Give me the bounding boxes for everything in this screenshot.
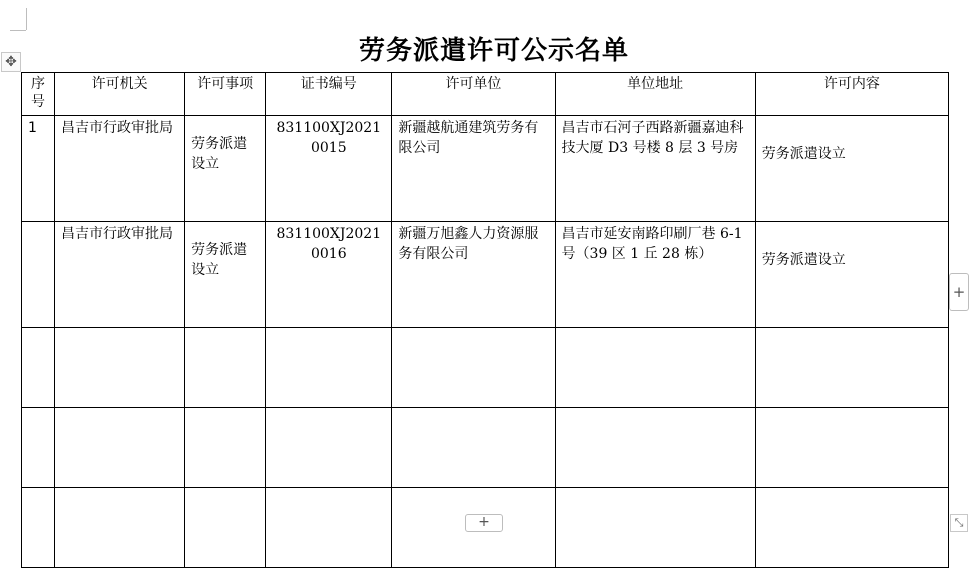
header-cert: 证书编号 [266, 73, 392, 116]
cell-item[interactable]: 劳务派遣设立 [185, 116, 266, 222]
cell-content[interactable]: 劳务派遣设立 [755, 116, 948, 222]
table-row [22, 408, 949, 488]
cell-unit[interactable]: 新疆越航通建筑劳务有限公司 [392, 116, 555, 222]
cell-authority[interactable] [55, 408, 185, 488]
header-content: 许可内容 [755, 73, 948, 116]
document-title: 劳务派遣许可公示名单 [358, 36, 629, 66]
cell-content[interactable] [755, 408, 948, 488]
cell-address[interactable] [555, 488, 755, 568]
cell-unit[interactable] [392, 408, 555, 488]
cell-address[interactable] [555, 328, 755, 408]
page-corner-mark [26, 8, 27, 30]
add-row-plus-icon[interactable]: + [949, 273, 969, 311]
cell-item[interactable] [185, 488, 266, 568]
cell-item[interactable] [185, 328, 266, 408]
cell-content[interactable] [755, 328, 948, 408]
cell-seq[interactable] [22, 328, 55, 408]
table-header-row [22, 73, 949, 116]
header-seq: 序号 [22, 73, 55, 116]
header-address: 单位地址 [555, 73, 755, 116]
add-column-plus-icon[interactable]: + [465, 514, 503, 532]
table-row [22, 116, 949, 222]
cell-seq[interactable]: 1 [22, 116, 55, 222]
cell-seq[interactable] [22, 222, 55, 328]
cell-unit[interactable] [392, 328, 555, 408]
cell-cert[interactable]: 831100XJ20210016 [266, 222, 392, 328]
cell-address[interactable]: 昌吉市石河子西路新疆嘉迪科技大厦 D3 号楼 8 层 3 号房 [555, 116, 755, 222]
table-row [22, 222, 949, 328]
table-resize-icon[interactable]: ⤡ [950, 514, 968, 532]
header-unit: 许可单位 [392, 73, 555, 116]
cell-cert[interactable] [266, 328, 392, 408]
cell-authority[interactable] [55, 488, 185, 568]
cell-cert[interactable] [266, 488, 392, 568]
cell-seq[interactable] [22, 408, 55, 488]
header-item: 许可事项 [185, 73, 266, 116]
permit-table [21, 72, 949, 568]
cell-cert[interactable] [266, 408, 392, 488]
table-row [22, 328, 949, 408]
cell-authority[interactable] [55, 328, 185, 408]
table-move-handle-icon[interactable]: ✥ [1, 52, 21, 72]
cell-authority[interactable]: 昌吉市行政审批局 [55, 222, 185, 328]
cell-content[interactable] [755, 488, 948, 568]
cell-address[interactable] [555, 408, 755, 488]
cell-cert[interactable]: 831100XJ20210015 [266, 116, 392, 222]
header-authority: 许可机关 [55, 73, 185, 116]
cell-unit[interactable]: 新疆万旭鑫人力资源服务有限公司 [392, 222, 555, 328]
cell-address[interactable]: 昌吉市延安南路印刷厂巷 6-1 号（39 区 1 丘 28 栋） [555, 222, 755, 328]
cell-seq[interactable] [22, 488, 55, 568]
cell-authority[interactable]: 昌吉市行政审批局 [55, 116, 185, 222]
cell-content[interactable]: 劳务派遣设立 [755, 222, 948, 328]
cell-item[interactable] [185, 408, 266, 488]
cell-item[interactable]: 劳务派遣设立 [185, 222, 266, 328]
